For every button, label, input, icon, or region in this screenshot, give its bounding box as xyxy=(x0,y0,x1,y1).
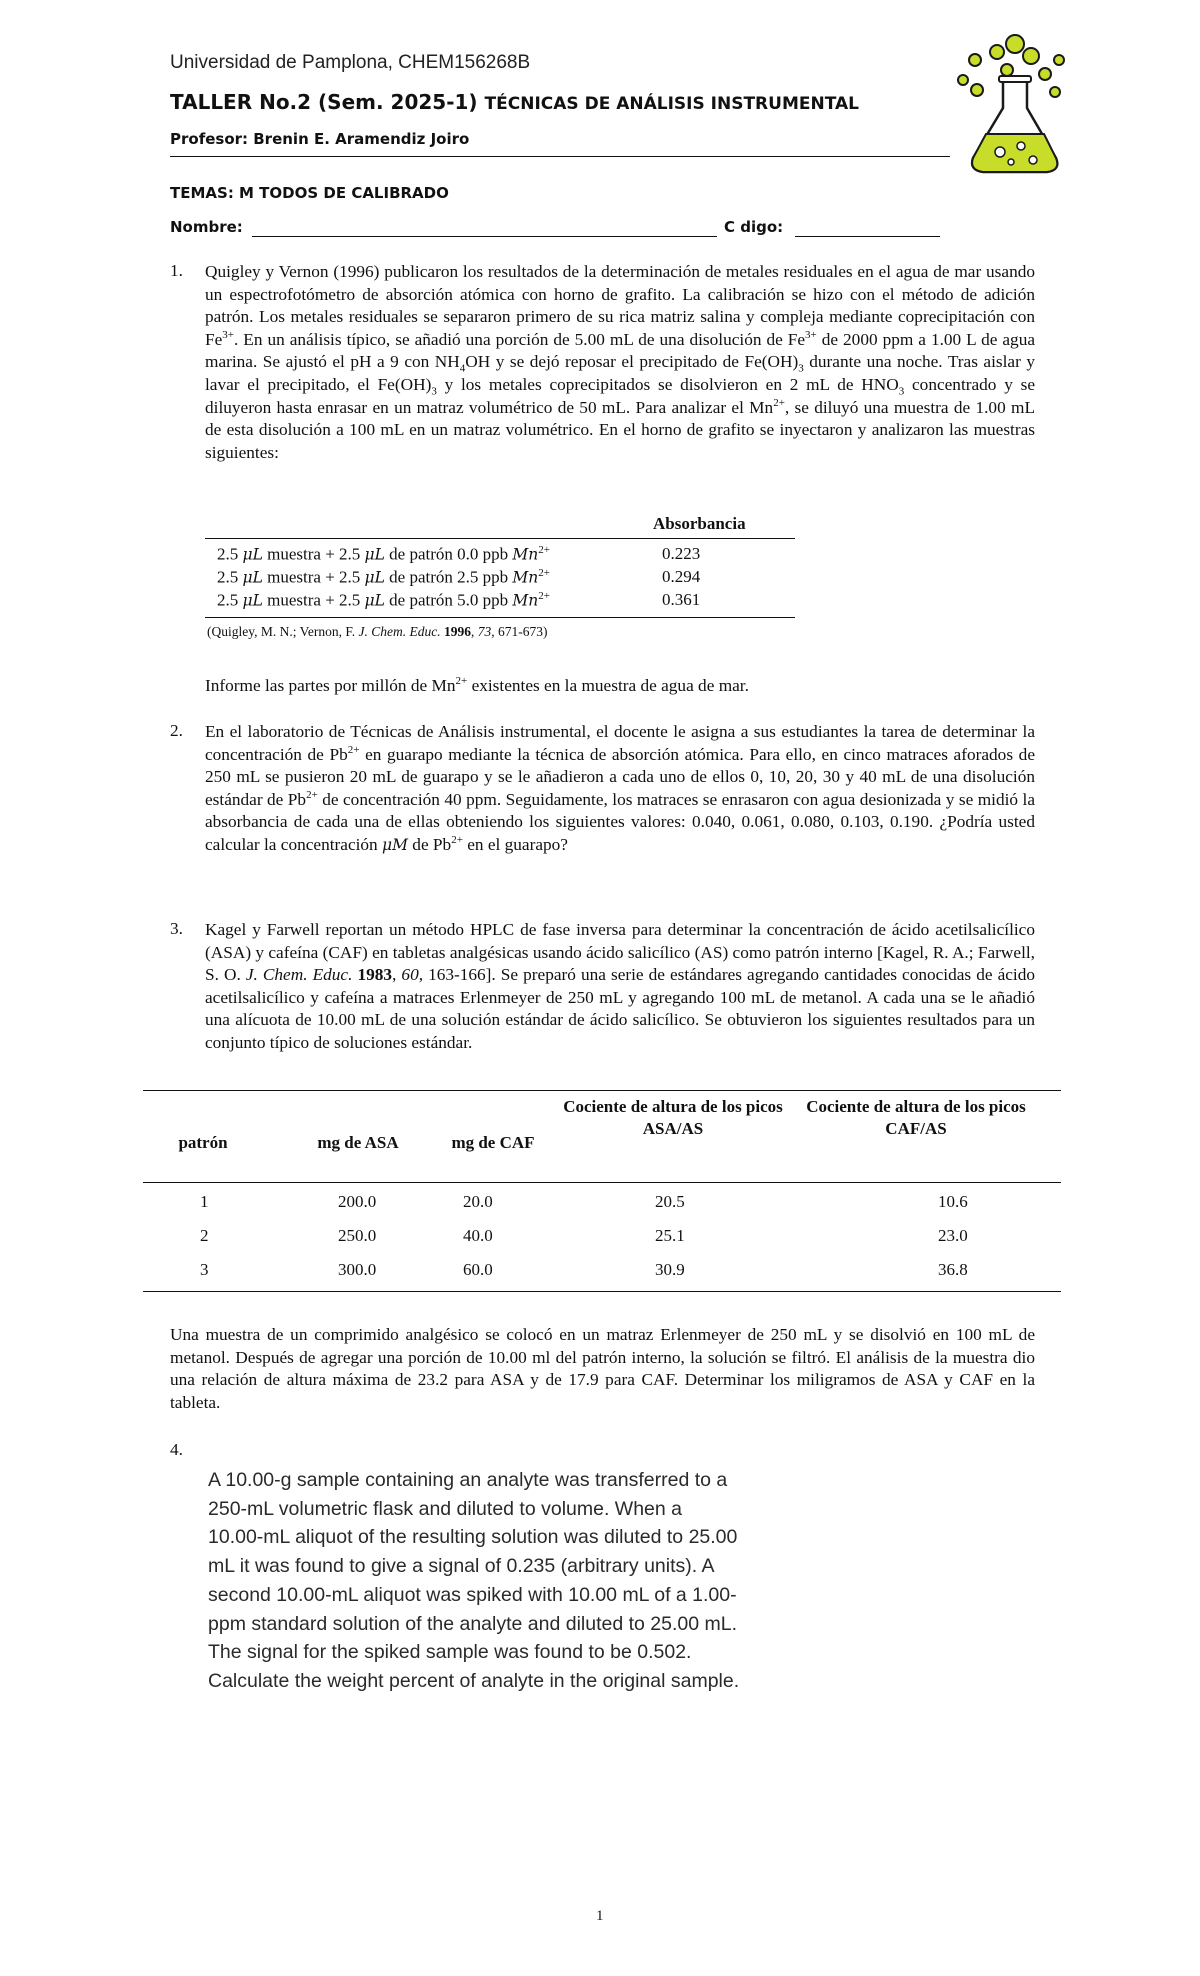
table-cell: 250.0 xyxy=(338,1226,377,1245)
page-number: 1 xyxy=(596,1908,604,1924)
table-rule xyxy=(205,617,795,618)
university-line: Universidad de Pamplona, CHEM156268B xyxy=(170,52,531,73)
table-row: 2.5 μL muestra + 2.5 μL de patrón 2.5 ppb $Mn^{2+}$ 0.294 xyxy=(217,567,701,587)
q3-text: Kagel y Farwell reportan un método HPLC de fase inversa para determinar la concentración de ácido acetilsalicílico (ASA) y cafeína (CAF) en tabletas analgésicas usando ácido salicílico (AS) como patrón interno [Kagel, R. A.; Farwell, S. O. J. Chem. Educ. 1983, 60, 163-166]. Se preparó una serie de estándares agregando cantidades conocidas de ácido acetilsalicílico y cafeína a matraces Erlenmeyer de 250 mL y agregando 100 mL de metanol. A cada una se le añadió una alícuota de 10.00 mL de una solución estándar de ácido salicílico. Se obtuvieron los siguientes resultados para un conjunto típico de soluciones estándar. xyxy=(205,920,1035,1052)
table-cell: 25.1 xyxy=(655,1226,685,1245)
absorbance-value: 0.294 xyxy=(662,567,701,586)
standards-table xyxy=(143,1090,1061,1295)
table-cell: 3 xyxy=(200,1260,209,1279)
absorbance-value: 0.361 xyxy=(662,590,701,609)
q1-text: Quigley y Vernon (1996) publicaron los resultados de la determinación de metales residuales en el agua de mar usando un espectrofotómetro de absorción atómica con horno de grafito. La calibración se hizo con el método de adición patrón. Los metales residuales se separaron primero de su rica matriz salina y compleja mediante coprecipitación con $Fe^{3+}$. En un análisis típico, se añadió una porción de 5.00 mL de una disolución de $Fe^{3+}$ de 2000 ppm a 1.00 L de agua marina. Se ajustó el pH a 9 con $NH_4OH$ y se dejó reposar el precipitado de $Fe(OH)_3$ durante una noche. Tras aislar y lavar el precipitado, el $Fe(OH)_3$ y los metales coprecipitados se disolvieron en 2 mL de $HNO_3$ concentrado y se diluyeron hasta enrasar en un matraz volumétrico de 50 mL. Para analizar el $Mn^{2+}$, se diluyó una muestra de 1.00 mL de esta disolución a 100 mL en un matraz volumétrico. En el horno de grafito se inyectaron y analizaron las muestras siguientes: xyxy=(205,262,1036,462)
excerpt-line: 10.00-mL aliquot of the resulting solution was diluted to 25.00 xyxy=(208,1526,738,1549)
q4-excerpt xyxy=(208,1466,768,1696)
table-cell: 1 xyxy=(200,1192,209,1211)
q1-number: 1. xyxy=(170,261,183,280)
table-cell: 300.0 xyxy=(338,1260,377,1279)
professor-line: Profesor: Brenin E. Aramendiz Joiro xyxy=(170,130,470,148)
table-cell: 40.0 xyxy=(463,1226,493,1245)
table-cell: 2 xyxy=(200,1226,209,1245)
table-rule xyxy=(143,1090,1061,1091)
header-divider xyxy=(170,156,950,157)
absorbance-header: Absorbancia xyxy=(653,514,746,533)
table-source: (Quigley, M. N.; Vernon, F. J. Chem. Educ. 1996, 73, 671-673) xyxy=(207,624,548,639)
table-cell: 200.0 xyxy=(338,1192,377,1211)
topics-line: TEMAS: M TODOS DE CALIBRADO xyxy=(170,184,449,202)
table-cell: 20.5 xyxy=(655,1192,685,1211)
title-subject: TÉCNICAS DE ANÁLISIS INSTRUMENTAL xyxy=(484,94,859,114)
table-row: 2.5 μL muestra + 2.5 μL de patrón 5.0 ppb $Mn^{2+}$ 0.361 xyxy=(217,590,701,610)
excerpt-line: second 10.00-mL aliquot was spiked with 10.00 mL of a 1.00- xyxy=(208,1583,737,1606)
column-header: Cociente de altura de los picos CAF/AS xyxy=(806,1097,1026,1138)
q3-number: 3. xyxy=(170,919,183,938)
absorbance-value: 0.223 xyxy=(662,544,701,563)
excerpt-line: A 10.00-g sample containing an analyte was transferred to a xyxy=(208,1469,728,1491)
excerpt-line: The signal for the spiked sample was found to be 0.502. xyxy=(208,1641,692,1664)
column-header: mg de ASA xyxy=(317,1133,399,1152)
column-header: patrón xyxy=(178,1133,228,1152)
title-main: TALLER No.2 (Sem. 2025-1) xyxy=(170,90,478,114)
code-label: C digo: xyxy=(724,218,784,236)
table-rule xyxy=(143,1182,1061,1183)
table-rule xyxy=(205,538,795,539)
excerpt-line: Calculate the weight percent of analyte in the original sample. xyxy=(208,1669,740,1692)
flask-logo-icon xyxy=(955,30,1070,180)
q3-followup: Una muestra de un comprimido analgésico se colocó en un matraz Erlenmeyer de 250 mL y se disolvió en 100 mL de metanol. Después de agregar una porción de 10.00 ml del patrón interno, la solución se filtró. El análisis de la muestra dio una relación de altura máxima de 23.2 para ASA y de 17.9 para CAF. Determinar los miligramos de ASA y CAF en la tableta. xyxy=(170,1325,1035,1412)
code-input-line[interactable] xyxy=(795,236,940,237)
table-cell: 36.8 xyxy=(938,1260,968,1279)
q4-number: 4. xyxy=(170,1440,183,1459)
table-cell: 10.6 xyxy=(938,1192,968,1211)
column-header: Cociente de altura de los picos ASA/AS xyxy=(563,1097,783,1138)
q2-text: En el laboratorio de Técnicas de Análisis instrumental, el docente le asigna a sus estudiantes la tarea de determinar la concentración de $Pb^{2+}$ en guarapo mediante la técnica de absorción atómica. Para ello, en cinco matraces aforados de 250 mL se pusieron 20 mL de guarapo y se le añadieron a cada uno de ellos 0, 10, 20, 30 y 40 mL de una disolución estándar de $Pb^{2+}$ de concentración 40 ppm. Seguidamente, los matraces se enrasaron con agua desionizada y se midió la absorbancia de cada una de ellas obteniendo los siguientes valores: 0.040, 0.061, 0.080, 0.103, 0.190. ¿Podría usted calcular la concentración μM de $Pb^{2+}$ en el guarapo? xyxy=(205,722,1035,854)
q2-number: 2. xyxy=(170,721,183,740)
student-fields xyxy=(170,218,970,242)
name-input-line[interactable] xyxy=(252,236,717,237)
table-rule xyxy=(143,1291,1061,1292)
table-cell: 60.0 xyxy=(463,1260,493,1279)
table-cell: 23.0 xyxy=(938,1226,968,1245)
table-row: 2.5 μL muestra + 2.5 μL de patrón 0.0 ppb $Mn^{2+}$ 0.223 xyxy=(217,544,701,564)
name-label: Nombre: xyxy=(170,218,243,236)
excerpt-line: mL it was found to give a signal of 0.235 (arbitrary units). A xyxy=(208,1555,715,1578)
table-cell: 20.0 xyxy=(463,1192,493,1211)
document-title xyxy=(170,90,859,114)
excerpt-line: ppm standard solution of the analyte and diluted to 25.00 mL. xyxy=(208,1612,738,1635)
table-cell: 30.9 xyxy=(655,1260,685,1279)
excerpt-line: 250-mL volumetric flask and diluted to volume. When a xyxy=(208,1497,683,1520)
q1-question: Informe las partes por millón de $Mn^{2+}$ existentes en la muestra de agua de mar. xyxy=(205,675,749,695)
column-header: mg de CAF xyxy=(451,1133,535,1152)
